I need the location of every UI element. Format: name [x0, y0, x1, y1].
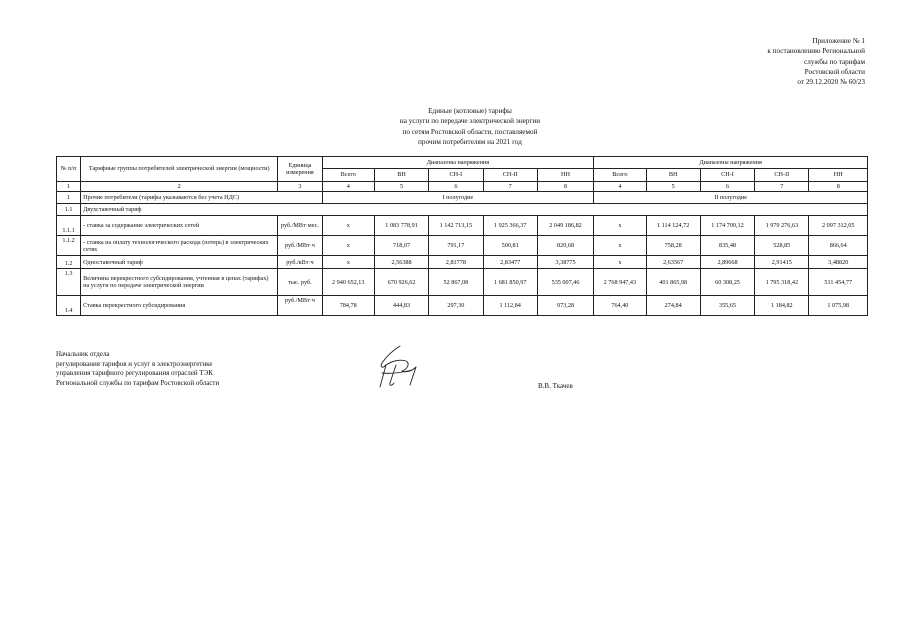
table-row — [57, 296, 868, 316]
document-title — [290, 106, 650, 148]
row-value: 1 174 709,12 — [700, 216, 754, 236]
row-value: 401 865,98 — [646, 269, 700, 296]
row-value: 764,40 — [594, 296, 646, 316]
row-value: 973,28 — [537, 296, 593, 316]
row-value: х — [322, 216, 374, 236]
row-unit: руб./МВт·мес. — [278, 216, 322, 236]
row-value: 355,65 — [700, 296, 754, 316]
row-value: 1 142 713,15 — [429, 216, 483, 236]
row-value: 1 083 778,91 — [374, 216, 428, 236]
title-line: по сетям Ростовской области, поставляемой — [402, 127, 538, 136]
row-value: 511 454,77 — [809, 269, 868, 296]
header-voltage: Всего — [594, 169, 646, 182]
row-value: х — [594, 236, 646, 256]
subsection-num: 1.1 — [57, 204, 81, 216]
row-label: Ставка перекрестного субсидирования — [81, 296, 278, 316]
row-label: - ставка за содержание электрических сетей — [81, 216, 278, 236]
row-value: 2,56388 — [374, 256, 428, 269]
appendix-line: Ростовской области — [804, 67, 865, 76]
table-row — [57, 216, 868, 236]
row-value: 60 308,25 — [700, 269, 754, 296]
appendix-line: службы по тарифам — [804, 57, 865, 66]
header-voltage: НН — [537, 169, 593, 182]
column-number: 3 — [278, 182, 322, 192]
row-unit: руб./МВт·ч — [278, 296, 322, 316]
row-label: - ставка на оплату технологического расхода (потерь) в электрических сетях — [81, 236, 278, 256]
half-year-2: II полугодие — [594, 192, 868, 204]
row-label: Одноставочный тариф — [81, 256, 278, 269]
column-number: 5 — [374, 182, 428, 192]
row-value: 2 940 652,13 — [322, 269, 374, 296]
table-row — [57, 256, 868, 269]
position-line: регулирования тарифов и услуг в электроэнергетике — [56, 359, 213, 368]
row-label: Величина перекрестного субсидирования, учтенная в ценах (тарифах) на услуги по передаче электрической энергии — [81, 269, 278, 296]
title-line: на услуги по передаче электрической энергии — [399, 117, 541, 126]
row-value: 1 112,84 — [483, 296, 537, 316]
column-number: 5 — [646, 182, 700, 192]
header-voltage: СН-I — [429, 169, 483, 182]
appendix-line: от 29.12.2020 № 60/23 — [797, 78, 865, 87]
row-value: 52 867,08 — [429, 269, 483, 296]
row-value: 2 768 947,43 — [594, 269, 646, 296]
section-row — [57, 192, 868, 204]
header-voltage: Всего — [322, 169, 374, 182]
row-value: 3,48820 — [809, 256, 868, 269]
row-value: х — [322, 256, 374, 269]
row-value: 1 979 276,63 — [755, 216, 809, 236]
row-value: 1 925 366,37 — [483, 216, 537, 236]
row-value: 1 075,98 — [809, 296, 868, 316]
row-value: 2 097 312,05 — [809, 216, 868, 236]
row-num: 1.1.2 — [57, 236, 81, 256]
row-value: х — [594, 216, 646, 236]
row-value: 1 184,82 — [755, 296, 809, 316]
row-value: 670 926,62 — [374, 269, 428, 296]
row-value: 500,81 — [483, 236, 537, 256]
column-number: 7 — [483, 182, 537, 192]
row-unit: руб./МВт·ч — [278, 236, 322, 256]
row-value: 866,64 — [809, 236, 868, 256]
signer-name: В.В. Ткачев — [538, 382, 573, 390]
header-voltage: СН-II — [755, 169, 809, 182]
position-line: Начальник отдела — [56, 350, 110, 358]
column-number: 1 — [57, 182, 81, 192]
row-num: 1.2 — [57, 256, 81, 269]
table-row — [57, 269, 868, 296]
row-unit: тыс. руб. — [278, 269, 322, 296]
column-number: 4 — [594, 182, 646, 192]
position-line: Региональной службы по тарифам Ростовской области — [56, 378, 220, 387]
row-value: х — [322, 236, 374, 256]
column-number: 2 — [81, 182, 278, 192]
header-unit: Единица измерения — [278, 157, 322, 182]
row-num: 1.4 — [57, 296, 81, 316]
column-number: 8 — [537, 182, 593, 192]
row-value: х — [594, 256, 646, 269]
header-voltage: СН-I — [700, 169, 754, 182]
row-value: 528,85 — [755, 236, 809, 256]
column-number: 4 — [322, 182, 374, 192]
row-value: 2,89668 — [700, 256, 754, 269]
header-voltage: СН-II — [483, 169, 537, 182]
column-number-row — [57, 182, 868, 192]
row-value: 297,30 — [429, 296, 483, 316]
row-value: 535 007,46 — [537, 269, 593, 296]
column-number: 7 — [755, 182, 809, 192]
row-num: 1.1.1 — [57, 216, 81, 236]
column-number: 8 — [809, 182, 868, 192]
title-line: прочим потребителям на 2021 год — [418, 138, 522, 147]
row-value: 1 681 850,97 — [483, 269, 537, 296]
signatory-position — [56, 350, 219, 388]
row-value: 758,28 — [646, 236, 700, 256]
subsection-row — [57, 204, 868, 216]
row-value: 835,48 — [700, 236, 754, 256]
row-num: 1.3 — [57, 269, 81, 296]
section-num: 1 — [57, 192, 81, 204]
tariff-table — [56, 156, 868, 316]
position-line: управления тарифного регулирования отраслей ТЭК — [56, 369, 213, 377]
column-number: 6 — [700, 182, 754, 192]
appendix-block — [767, 36, 865, 87]
row-value: 820,68 — [537, 236, 593, 256]
row-value: 784,78 — [322, 296, 374, 316]
section-label: Прочие потребители (тарифы указываются без учета НДС) — [81, 192, 322, 204]
row-value: 791,17 — [429, 236, 483, 256]
row-value: 444,83 — [374, 296, 428, 316]
header-num: № п/п — [57, 157, 81, 182]
table-row — [57, 236, 868, 256]
subsection-label: Двухставочный тариф — [81, 204, 868, 216]
title-line: Единые (котловые) тарифы — [428, 107, 512, 115]
half-year-1: I полугодие — [322, 192, 594, 204]
header-range-h1: Диапазоны напряжения — [322, 157, 594, 169]
header-voltage: НН — [809, 169, 868, 182]
table-header-row — [57, 157, 868, 169]
header-voltage: ВН — [374, 169, 428, 182]
row-value: 718,07 — [374, 236, 428, 256]
row-value: 274,84 — [646, 296, 700, 316]
header-range-h2: Диапазоны напряжения — [594, 157, 868, 169]
header-group: Тарифные группы потребителей электрической энергии (мощности) — [81, 157, 278, 182]
row-value: 2,81778 — [429, 256, 483, 269]
appendix-line: Приложение № 1 — [812, 37, 865, 45]
handwritten-signature — [372, 343, 424, 395]
row-value: 1 114 124,72 — [646, 216, 700, 236]
header-voltage: ВН — [646, 169, 700, 182]
row-value: 2,91415 — [755, 256, 809, 269]
row-value: 3,38775 — [537, 256, 593, 269]
row-unit: руб./кВт·ч — [278, 256, 322, 269]
column-number: 6 — [429, 182, 483, 192]
row-value: 1 795 318,42 — [755, 269, 809, 296]
appendix-line: к постановлению Региональной — [767, 47, 865, 56]
row-value: 2 049 186,82 — [537, 216, 593, 236]
row-value: 2,63567 — [646, 256, 700, 269]
row-value: 2,83477 — [483, 256, 537, 269]
